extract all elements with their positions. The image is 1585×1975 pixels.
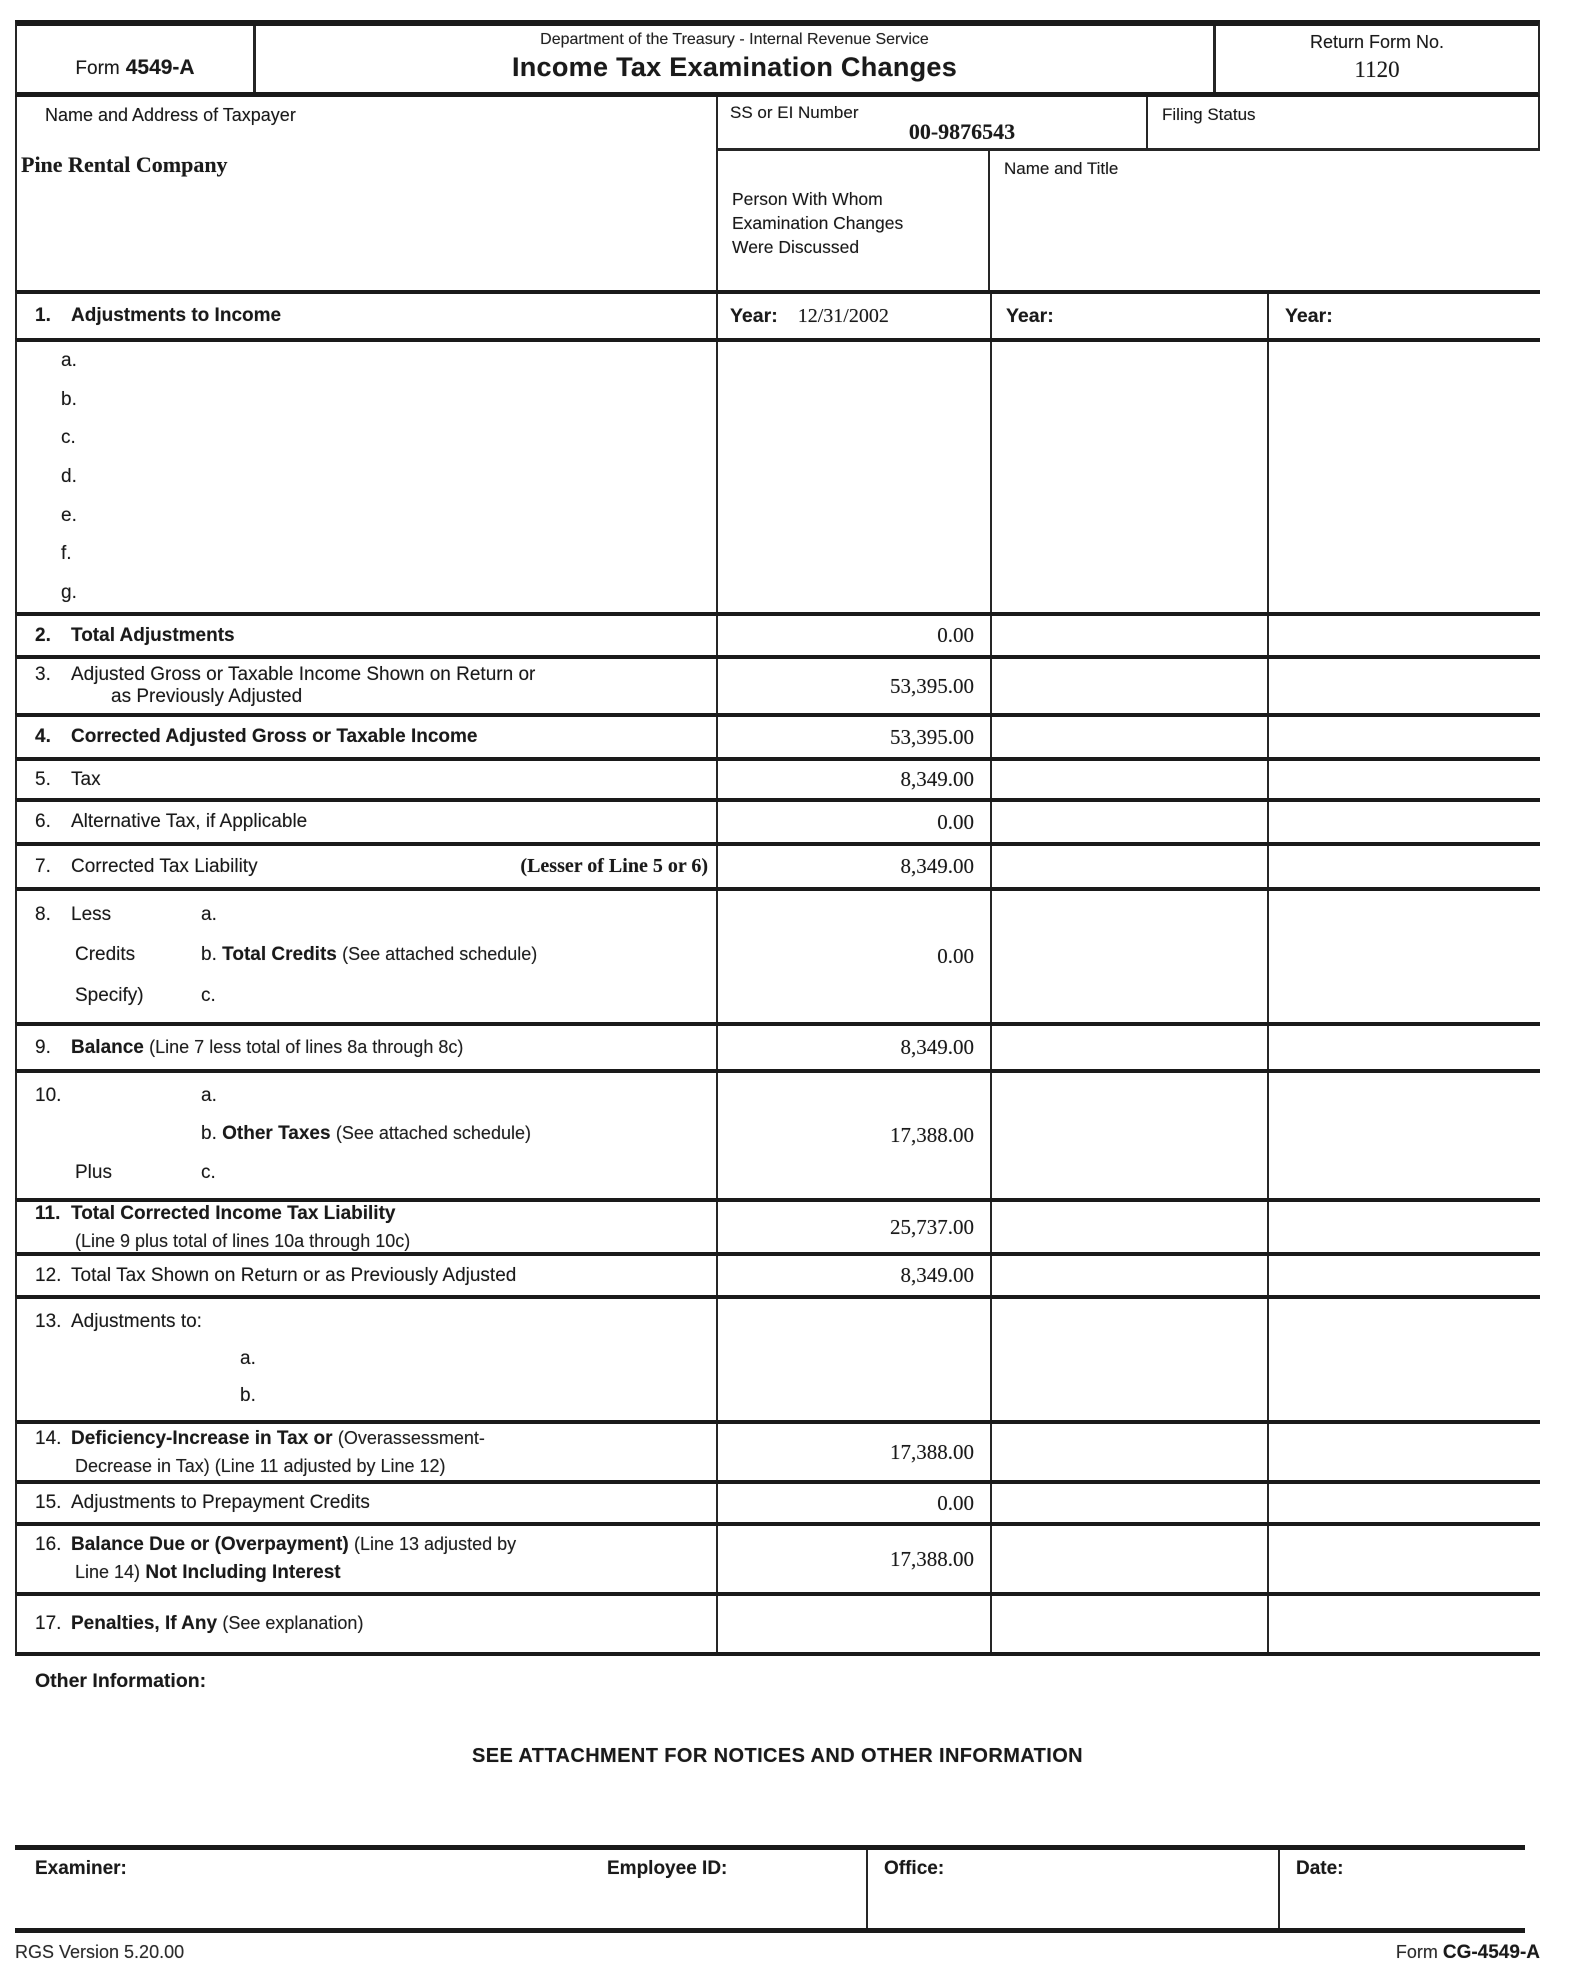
row-12-label: Total Tax Shown on Return or as Previously Adjusted xyxy=(71,1264,517,1286)
row-7-value: 8,349.00 xyxy=(900,854,974,878)
person-discussed-label: Person With Whom Examination Changes Were Discussed xyxy=(732,189,904,257)
empty-cell xyxy=(1269,1526,1540,1592)
return-form-label: Return Form No. xyxy=(1309,32,1445,52)
row-4-value: 53,395.00 xyxy=(890,724,974,749)
row-10-word-plus: Plus xyxy=(75,1161,112,1183)
row-7-label-cell xyxy=(17,846,718,887)
row-8-label-cell xyxy=(17,891,718,1022)
empty-cell xyxy=(1269,891,1540,1022)
office-label: Office: xyxy=(884,1858,945,1879)
row-1-letter-lines xyxy=(15,338,1540,612)
row-9-value: 8,349.00 xyxy=(900,1035,974,1059)
row-number: 9. xyxy=(35,1036,51,1058)
row-13-adjustments-to xyxy=(15,1295,1540,1420)
year-1-value: 12/31/2002 xyxy=(797,304,889,327)
empty-cell xyxy=(1269,1073,1540,1198)
form-number-cell xyxy=(17,26,256,92)
row-3-value: 53,395.00 xyxy=(890,673,974,698)
row-2-value: 0.00 xyxy=(937,623,974,647)
empty-cell xyxy=(992,1256,1269,1295)
letter-f: f. xyxy=(61,543,72,565)
empty-cell xyxy=(1269,1596,1540,1652)
empty-cell xyxy=(1269,342,1540,612)
row-15-value: 0.00 xyxy=(937,1490,974,1515)
row-12-value: 8,349.00 xyxy=(900,1263,974,1287)
return-form-cell xyxy=(1213,26,1538,92)
row-12-label-cell xyxy=(17,1256,718,1295)
form-title-cell xyxy=(256,26,1213,92)
row-7-year-1-value-cell xyxy=(718,846,992,887)
row-7-corrected-tax-liability xyxy=(15,842,1540,887)
letter-lines-cell xyxy=(17,342,718,612)
row-number: 2. xyxy=(35,624,51,646)
year-1-header-cell xyxy=(718,294,992,338)
agency-line: Department of the Treasury - Internal Revenue Service xyxy=(540,31,929,48)
row-9-note: (Line 7 less total of lines 8a through 8c) xyxy=(149,1036,464,1057)
footer-divider xyxy=(1278,1850,1280,1928)
row-4-label-cell xyxy=(17,717,718,757)
empty-cell xyxy=(992,846,1269,887)
row-8-less-credits xyxy=(15,887,1540,1022)
row-13-label-cell xyxy=(17,1299,718,1420)
row-11-value: 25,737.00 xyxy=(890,1214,974,1239)
empty-cell xyxy=(992,802,1269,842)
row-number: 11. xyxy=(35,1202,61,1224)
taxpayer-band xyxy=(15,97,1540,290)
empty-cell xyxy=(992,1299,1269,1420)
row-1-label: Adjustments to Income xyxy=(71,305,282,326)
page-title: Income Tax Examination Changes xyxy=(511,52,958,82)
row-10-year-1-value-cell xyxy=(718,1073,992,1198)
empty-cell xyxy=(1269,659,1540,713)
row-17-label-cell xyxy=(17,1596,718,1652)
row-13-letter-a: a. xyxy=(240,1347,256,1369)
form-ref-word: Form xyxy=(1395,1942,1438,1962)
year-1-label: Year: xyxy=(730,304,778,327)
empty-cell xyxy=(1269,717,1540,757)
empty-cell xyxy=(992,1026,1269,1069)
ss-ei-cell xyxy=(718,97,1148,148)
empty-cell xyxy=(1269,1484,1540,1522)
row-3-label-line1: Adjusted Gross or Taxable Income Shown on Return or xyxy=(71,664,536,685)
empty-cell xyxy=(992,1526,1269,1592)
row-16-label-bold: Balance Due or (Overpayment) xyxy=(71,1534,349,1555)
row-number: 14. xyxy=(35,1427,62,1449)
row-5-label-cell xyxy=(17,761,718,798)
empty-cell xyxy=(1269,1026,1540,1069)
year-3-header-cell xyxy=(1269,294,1540,338)
empty-cell xyxy=(992,342,1269,612)
row-14-label-cell xyxy=(17,1424,718,1480)
row-10-other-taxes xyxy=(15,1069,1540,1198)
empty-cell xyxy=(718,1299,992,1420)
year-2-label: Year: xyxy=(1006,304,1054,327)
row-2-label: Total Adjustments xyxy=(71,624,235,646)
empty-cell xyxy=(992,1596,1269,1652)
empty-cell xyxy=(992,1484,1269,1522)
row-17-penalties xyxy=(15,1592,1540,1656)
taxpayer-name-address-label: Name and Address of Taxpayer xyxy=(45,105,296,125)
row-17-note: (See explanation) xyxy=(222,1613,364,1633)
form-reference xyxy=(1396,1942,1540,1964)
empty-cell xyxy=(1269,1299,1540,1420)
taxpayer-name: Pine Rental Company xyxy=(21,152,228,177)
row-8-word-specify: Specify) xyxy=(75,984,144,1006)
row-5-value: 8,349.00 xyxy=(900,767,974,791)
row-15-year-1-value-cell xyxy=(718,1484,992,1522)
empty-cell xyxy=(718,1596,992,1652)
empty-cell xyxy=(1269,1202,1540,1252)
row-number: 10. xyxy=(35,1085,62,1107)
row-3-label-line2: as Previously Adjusted xyxy=(111,686,303,707)
filing-status-label: Filing Status xyxy=(1162,105,1256,124)
row-5-tax xyxy=(15,757,1540,798)
examiner-footer-bar xyxy=(15,1845,1525,1933)
date-label: Date: xyxy=(1296,1858,1344,1879)
row-8b-label: Total Credits xyxy=(222,944,337,966)
examiner-label: Examiner: xyxy=(35,1858,127,1879)
empty-cell xyxy=(1269,1424,1540,1480)
row-3-year-1-value-cell xyxy=(718,659,992,713)
row-14-line2: Decrease in Tax) (Line 11 adjusted by Line 12) xyxy=(75,1455,446,1476)
letter-g: g. xyxy=(61,581,77,603)
form-header xyxy=(15,20,1540,97)
row-11-label: Total Corrected Income Tax Liability xyxy=(71,1202,396,1224)
row-14-value: 17,388.00 xyxy=(890,1439,974,1464)
rgs-version-text: RGS Version 5.20.00 xyxy=(15,1942,185,1962)
attachment-notice: SEE ATTACHMENT FOR NOTICES AND OTHER INFORMATION xyxy=(471,1745,1084,1767)
row-14-note1: (Overassessment- xyxy=(337,1427,485,1448)
row-10-letter-c: c. xyxy=(201,1161,216,1183)
row-number: 8. xyxy=(35,904,51,926)
row-9-label: Balance xyxy=(71,1036,144,1058)
row-number: 7. xyxy=(35,855,51,877)
letter-a: a. xyxy=(61,350,77,372)
row-4-year-1-value-cell xyxy=(718,717,992,757)
row-15-prepayment-credits xyxy=(15,1480,1540,1522)
row-7-note: (Lesser of Line 5 or 6) xyxy=(520,855,708,877)
row-10-letter-a: a. xyxy=(201,1085,217,1107)
row-2-year-1-value-cell xyxy=(718,616,992,655)
letter-c: c. xyxy=(61,427,76,449)
row-16-note1: (Line 13 adjusted by xyxy=(353,1534,517,1554)
row-10b-label: Other Taxes xyxy=(222,1123,331,1145)
ss-ei-number: 00-9876543 xyxy=(908,119,1016,144)
row-number: 3. xyxy=(35,664,51,685)
row-6-value: 0.00 xyxy=(937,809,974,834)
row-number: 5. xyxy=(35,768,51,790)
row-8-letter-c: c. xyxy=(201,984,216,1006)
row-12-total-tax-shown xyxy=(15,1252,1540,1295)
row-16-balance-due xyxy=(15,1522,1540,1592)
empty-cell xyxy=(992,1424,1269,1480)
row-4-corrected-agi xyxy=(15,713,1540,757)
row-8-year-1-value-cell xyxy=(718,891,992,1022)
row-5-year-1-value-cell xyxy=(718,761,992,798)
footer-divider xyxy=(866,1850,868,1928)
taxpayer-band-right xyxy=(718,97,1540,290)
row-number: 6. xyxy=(35,811,51,832)
letter-b: b. xyxy=(61,388,77,410)
row-2-label-cell xyxy=(17,616,718,655)
taxpayer-cell xyxy=(17,97,718,290)
row-3-agi-on-return xyxy=(15,655,1540,713)
row-number: 17. xyxy=(35,1613,62,1634)
other-information-label: Other Information: xyxy=(35,1670,207,1692)
row-11-year-1-value-cell xyxy=(718,1202,992,1252)
row-16-year-1-value-cell xyxy=(718,1526,992,1592)
bottom-meta-line xyxy=(15,1942,1540,1964)
row-8-letter-b: b. xyxy=(201,944,217,966)
row-9-label-cell xyxy=(17,1026,718,1069)
row-number: 4. xyxy=(35,726,51,747)
row-16-note2: Line 14) xyxy=(75,1562,141,1582)
row-8-value: 0.00 xyxy=(937,944,974,968)
row-8-word-credits: Credits xyxy=(75,944,136,966)
empty-cell xyxy=(992,761,1269,798)
row-10-value: 17,388.00 xyxy=(890,1123,974,1147)
empty-cell xyxy=(992,1073,1269,1198)
row-15-label: Adjustments to Prepayment Credits xyxy=(71,1492,370,1513)
row-7-label: Corrected Tax Liability xyxy=(71,855,258,877)
row-10b-note: (See attached schedule) xyxy=(335,1123,531,1144)
row-4-label: Corrected Adjusted Gross or Taxable Income xyxy=(71,726,478,747)
form-body xyxy=(15,20,1540,1768)
row-16-label-cell xyxy=(17,1526,718,1592)
return-form-number: 1120 xyxy=(1354,57,1400,82)
letter-e: e. xyxy=(61,504,77,526)
row-12-year-1-value-cell xyxy=(718,1256,992,1295)
row-1-label-cell xyxy=(17,294,718,338)
empty-cell xyxy=(992,891,1269,1022)
row-number: 13. xyxy=(35,1310,62,1332)
row-11-label-cell xyxy=(17,1202,718,1252)
person-discussed-cell xyxy=(718,151,990,290)
row-14-year-1-value-cell xyxy=(718,1424,992,1480)
year-3-label: Year: xyxy=(1285,304,1333,327)
row-8b-note: (See attached schedule) xyxy=(342,944,538,965)
empty-cell xyxy=(718,342,992,612)
row-8-letter-a: a. xyxy=(201,904,217,926)
row-11-note: (Line 9 plus total of lines 10a through 10c) xyxy=(75,1230,411,1251)
row-6-alternative-tax xyxy=(15,798,1540,842)
ssn-filing-row xyxy=(718,97,1540,151)
empty-cell xyxy=(992,659,1269,713)
form-number: 4549-A xyxy=(125,56,195,79)
row-9-year-1-value-cell xyxy=(718,1026,992,1069)
empty-cell xyxy=(992,1202,1269,1252)
ss-ei-label: SS or EI Number xyxy=(730,103,859,122)
row-number: 1. xyxy=(35,305,51,326)
row-10-letter-b: b. xyxy=(201,1123,217,1145)
row-16-label-bold2: Not Including Interest xyxy=(145,1562,341,1583)
row-11-total-corrected-liability xyxy=(15,1198,1540,1252)
row-number: 16. xyxy=(35,1534,62,1555)
row-5-label: Tax xyxy=(71,768,101,790)
row-14-deficiency-increase xyxy=(15,1420,1540,1480)
row-2-total-adjustments xyxy=(15,612,1540,655)
row-10-label-cell xyxy=(17,1073,718,1198)
row-number: 12. xyxy=(35,1264,62,1286)
row-1-adjustments-header xyxy=(15,290,1540,338)
row-15-label-cell xyxy=(17,1484,718,1522)
form-ref-number: CG-4549-A xyxy=(1442,1942,1540,1963)
row-13-letter-b: b. xyxy=(240,1384,256,1406)
empty-cell xyxy=(1269,1256,1540,1295)
empty-cell xyxy=(1269,761,1540,798)
empty-cell xyxy=(1269,846,1540,887)
row-number: 15. xyxy=(35,1492,62,1513)
name-title-label: Name and Title xyxy=(1004,159,1119,178)
row-13-label: Adjustments to: xyxy=(71,1310,202,1332)
row-6-label-cell xyxy=(17,802,718,842)
letter-d: d. xyxy=(61,465,77,487)
year-2-header-cell xyxy=(992,294,1269,338)
empty-cell xyxy=(992,717,1269,757)
employee-id-label: Employee ID: xyxy=(607,1858,728,1879)
row-9-balance xyxy=(15,1022,1540,1069)
empty-cell xyxy=(992,616,1269,655)
row-17-label: Penalties, If Any xyxy=(71,1613,218,1634)
empty-cell xyxy=(1269,802,1540,842)
row-8-word-less: Less xyxy=(71,904,112,926)
row-3-label-cell xyxy=(17,659,718,713)
row-6-year-1-value-cell xyxy=(718,802,992,842)
empty-cell xyxy=(1269,616,1540,655)
row-16-value: 17,388.00 xyxy=(890,1546,974,1571)
form-word-label: Form xyxy=(75,58,120,79)
person-discussed-row xyxy=(718,151,1540,290)
row-14-label-bold: Deficiency-Increase in Tax or xyxy=(71,1427,333,1449)
row-6-label: Alternative Tax, if Applicable xyxy=(71,811,308,832)
